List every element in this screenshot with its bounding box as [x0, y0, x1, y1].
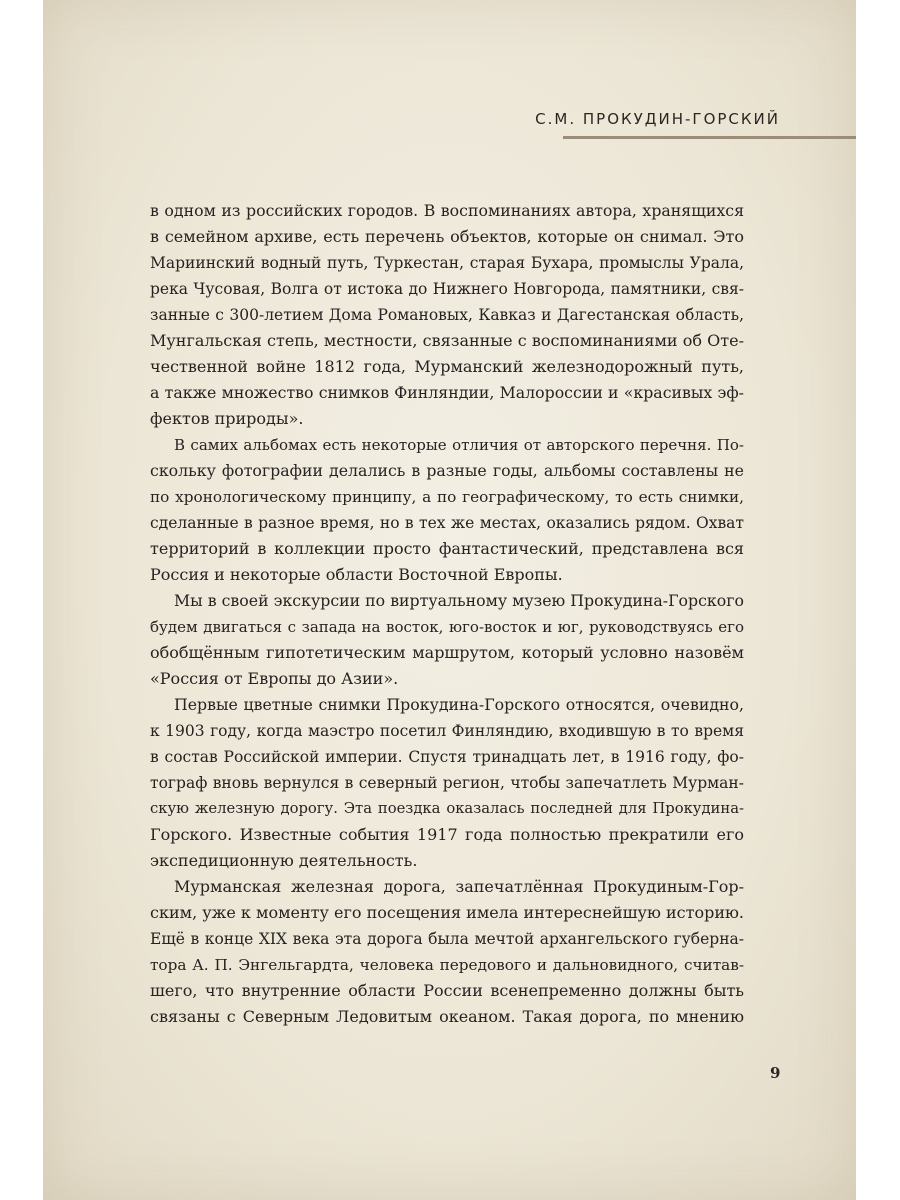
text-line: «Россия от Европы до Азии». — [150, 669, 399, 688]
text-line: тограф вновь вернулся в северный регион, чтобы запечатлеть Мурман- — [150, 774, 744, 792]
text-line: обобщённым гипотетическим маршрутом, который условно назовём — [150, 643, 744, 662]
text-line: В самих альбомах есть некоторые отличия от авторского перечня. По- — [174, 436, 744, 454]
paragraph-3 — [150, 588, 744, 692]
text-line: по хронологическому принципу, а по географическому, то есть снимки, — [150, 488, 744, 506]
page-number: 9 — [770, 1064, 781, 1082]
text-line: занные с 300-летием Дома Романовых, Кавказ и Дагестанская область, — [150, 306, 744, 324]
text-line: сделанные в разное время, но в тех же местах, оказались рядом. Охват — [150, 514, 744, 532]
text-line: к 1903 году, когда маэстро посетил Финляндию, входившую в то время — [150, 722, 744, 740]
text-line: чественной войне 1812 года, Мурманский железнодорожный путь, — [150, 357, 744, 376]
text-line: экспедиционную деятельность. — [150, 851, 418, 870]
running-header: С.М. ПРОКУДИН-ГОРСКИЙ — [535, 110, 780, 128]
text-line: Мариинский водный путь, Туркестан, старая Бухара, промыслы Урала, — [150, 254, 744, 272]
paragraph-1 — [150, 198, 744, 432]
text-line: скольку фотографии делались в разные годы, альбомы составлены не — [150, 461, 744, 480]
paragraph-2 — [150, 432, 744, 588]
text-line: фектов природы». — [150, 409, 304, 428]
text-line: Первые цветные снимки Прокудина-Горского относятся, очевидно, — [174, 695, 744, 714]
text-line: Мы в своей экскурсии по виртуальному музею Прокудина-Горского — [174, 591, 744, 610]
text-line: Россия и некоторые области Восточной Европы. — [150, 565, 563, 584]
text-line: скую железную дорогу. Эта поездка оказалась последней для Прокудина- — [150, 800, 744, 817]
header-rule — [563, 136, 856, 139]
book-page — [43, 0, 856, 1200]
text-line: в одном из российских городов. В воспоминаниях автора, хранящихся — [150, 201, 744, 220]
text-line: а также множество снимков Финляндии, Малороссии и «красивых эф- — [150, 383, 744, 402]
paragraph-5 — [150, 874, 744, 1030]
text-line: Мурманская железная дорога, запечатлённая Прокудиным-Гор- — [174, 877, 744, 896]
text-line: связаны с Северным Ледовитым океаном. Такая дорога, по мнению — [150, 1007, 744, 1026]
text-line: территорий в коллекции просто фантастический, представлена вся — [150, 539, 744, 558]
text-line: в семейном архиве, есть перечень объектов, которые он снимал. Это — [150, 227, 744, 246]
text-line: Ещё в конце XIX века эта дорога была мечтой архангельского губерна- — [150, 930, 744, 948]
text-line: Горского. Известные события 1917 года полностью прекратили его — [150, 825, 744, 844]
text-line: Мунгальская степь, местности, связанные с воспоминаниями об Оте- — [150, 331, 744, 350]
text-line: в состав Российской империи. Спустя тринадцать лет, в 1916 году, фо- — [150, 748, 744, 766]
text-line: река Чусовая, Волга от истока до Нижнего Новгорода, памятники, свя- — [150, 280, 744, 298]
text-line: будем двигаться с запада на восток, юго-восток и юг, руководствуясь его — [150, 618, 744, 636]
text-line: тора А. П. Энгельгардта, человека передового и дальновидного, считав- — [150, 956, 744, 974]
body-text — [150, 198, 744, 1030]
text-line: шего, что внутренние области России всенепременно должны быть — [150, 981, 744, 1000]
text-line: ским, уже к моменту его посещения имела интереснейшую историю. — [150, 903, 744, 922]
paragraph-4 — [150, 692, 744, 874]
